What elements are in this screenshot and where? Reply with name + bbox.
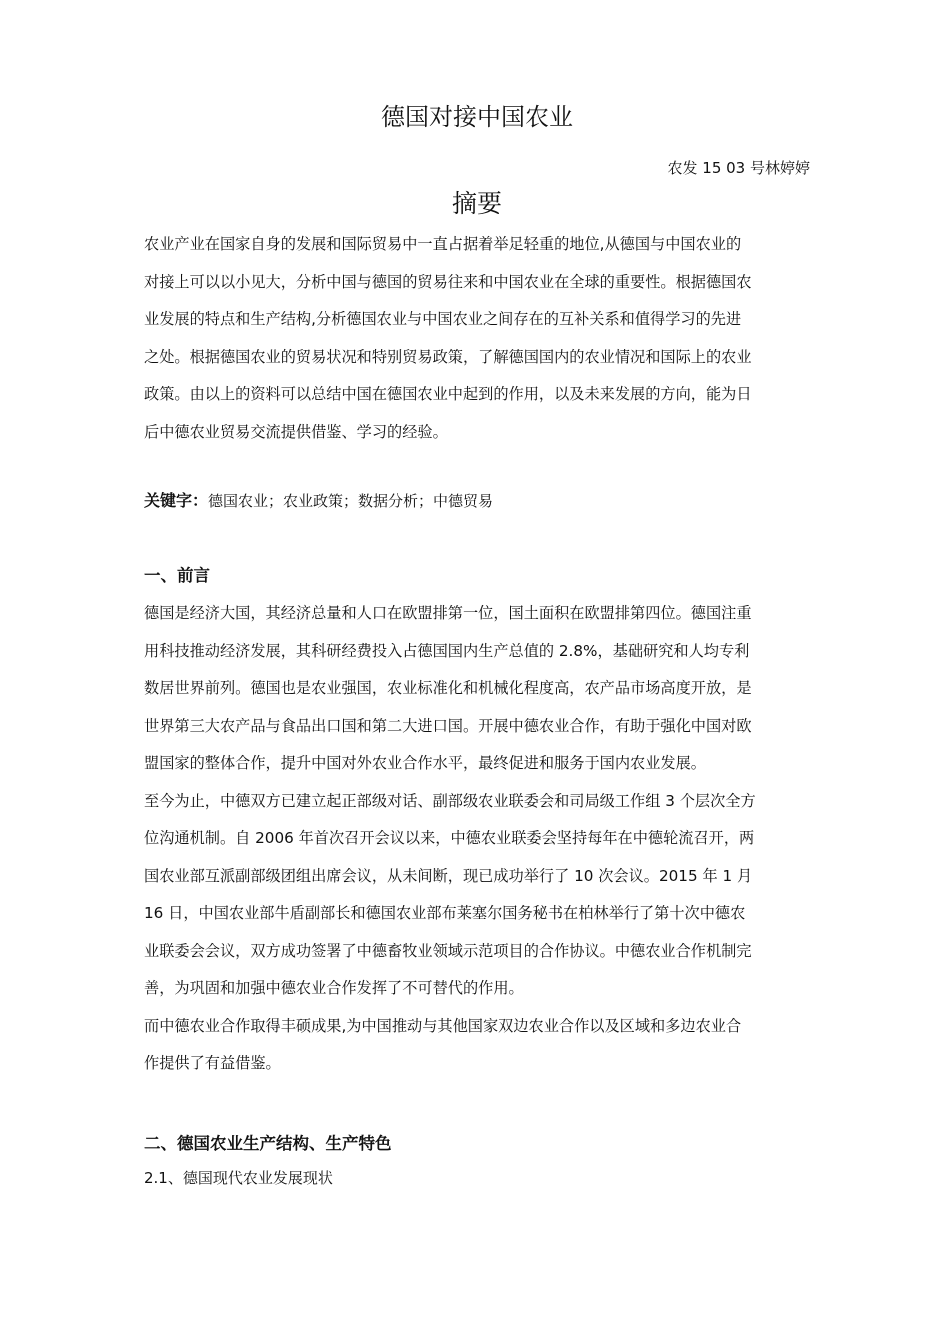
keywords-label: 关键字： [144, 491, 209, 510]
section1-line: 盟国家的整体合作，提升中国对外农业合作水平，最终促进和服务于国内农业发展。 [144, 754, 706, 772]
section1-line: 国农业部互派副部级团组出席会议，从未间断，现已成功举行了 10 次会议。2015 年 1 月 [144, 866, 753, 885]
abstract-line: 后中德农业贸易交流提供借鉴、学习的经验。 [144, 422, 448, 441]
section1-line: 位沟通机制。自 2006 年首次召开会议以来，中德农业联委会坚持每年在中德轮流召开，两 [144, 829, 755, 847]
section1-line: 用科技推动经济发展，其科研经费投入占德国国内生产总值的 2.8%，基础研究和人均专利 [144, 641, 750, 660]
abstract-heading: 摘要 [451, 189, 502, 218]
author-line: 农发 15 03 号林婷婷 [667, 159, 810, 177]
section1-line: 德国是经济大国，其经济总量和人口在欧盟排第一位，国土面积在欧盟排第四位。德国注重 [144, 604, 752, 622]
section1-body [144, 595, 810, 1083]
section1-line: 数居世界前列。德国也是农业强国，农业标准化和机械化程度高，农产品市场高度开放，是 [144, 679, 752, 697]
section1-line: 至今为止，中德双方已建立起正部级对话、副部级农业联委会和司局级工作组 3 个层次全方 [144, 791, 756, 810]
abstract-line: 业发展的特点和生产结构,分析德国农业与中国农业之间存在的互补关系和值得学习的先进 [144, 310, 742, 328]
section1-line: 而中德农业合作取得丰硕成果,为中国推动与其他国家双边农业合作以及区域和多边农业合 [144, 1016, 742, 1035]
section1-line: 16 日，中国农业部牛盾副部长和德国农业部布莱塞尔国务秘书在柏林举行了第十次中德农 [144, 904, 746, 922]
abstract-line: 农业产业在国家自身的发展和国际贸易中一直占据着举足轻重的地位,从德国与中国农业的 [144, 235, 742, 253]
keywords-text: 德国农业；农业政策；数据分析；中德贸易 [208, 492, 494, 510]
keywords-line [144, 489, 810, 513]
section1-line: 世界第三大农产品与食品出口国和第二大进口国。开展中德农业合作，有助于强化中国对欧 [144, 716, 752, 735]
subsection-heading-2-1: 2.1、德国现代农业发展现状 [144, 1168, 333, 1187]
section1-line: 业联委会会议，双方成功签署了中德畜牧业领域示范项目的合作协议。中德农业合作机制完 [144, 941, 752, 960]
abstract-body [144, 226, 810, 451]
abstract-line: 之处。根据德国农业的贸易状况和特别贸易政策，了解德国国内的农业情况和国际上的农业 [144, 347, 752, 366]
section-heading-structure: 二、德国农业生产结构、生产特色 [144, 1133, 392, 1153]
section-heading-intro: 一、前言 [144, 566, 210, 585]
section1-line: 善，为巩固和加强中德农业合作发挥了不可替代的作用。 [144, 979, 524, 997]
section1-line: 作提供了有益借鉴。 [144, 1054, 281, 1072]
abstract-line: 对接上可以以小见大，分析中国与德国的贸易往来和中国农业在全球的重要性。根据德国农 [144, 272, 752, 291]
abstract-line: 政策。由以上的资料可以总结中国在德国农业中起到的作用，以及未来发展的方向，能为日 [144, 385, 752, 403]
document-title: 德国对接中国农业 [381, 103, 573, 131]
document-content [144, 96, 810, 1193]
